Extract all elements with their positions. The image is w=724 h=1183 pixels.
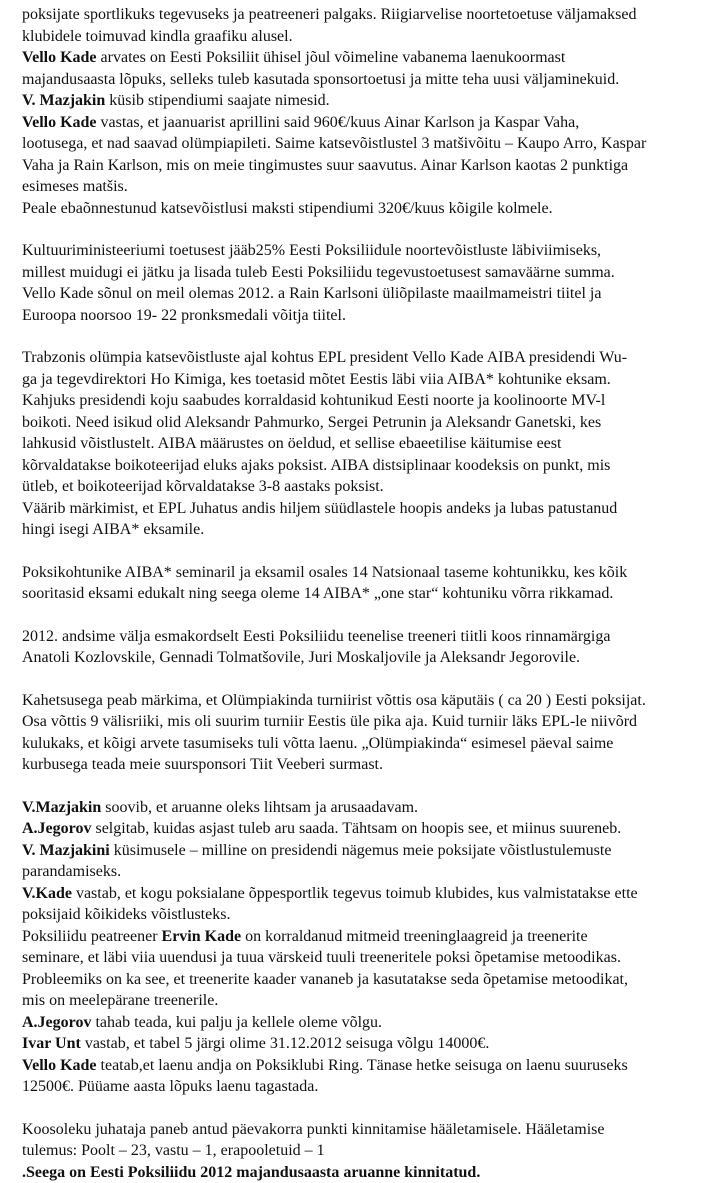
line-text: ga ja tegevdirektori Ho Kimiga, kes toetasid mõtet Eestis läbi viia AIBA* kohtunike eksam. [22, 371, 611, 388]
paragraph-spacer [22, 605, 718, 626]
line-text: millest muidugi ei jätku ja lisada tuleb Eesti Poksiliidu tegevustoetusest samaväärne summa. [22, 264, 615, 281]
text-line [22, 1055, 718, 1077]
text-line [22, 476, 718, 498]
text-line [22, 969, 718, 991]
paragraph [22, 562, 718, 605]
text-line [22, 1012, 718, 1034]
speaker-name: Vello Kade [22, 49, 97, 66]
text-line [22, 262, 718, 284]
speaker-name: V. Mazjakin [22, 92, 105, 109]
text-line [22, 390, 718, 412]
text-line [22, 1140, 718, 1162]
line-text: poksijate sportlikuks tegevuseks ja peatreeneri palgaks. Riigiarvelise noortetoetuse väljamaksed [22, 6, 636, 23]
text-line [22, 926, 718, 948]
paragraph [22, 1119, 718, 1183]
text-line [22, 797, 718, 819]
line-text: seminare, et läbi viia uuendusi ja tuua värskeid tuuli treeneritele poksi õpetamise metoodikas. [22, 949, 621, 966]
speaker-name: A.Jegorov [22, 1014, 91, 1031]
line-text: parandamiseks. [22, 863, 121, 880]
text-line [22, 1076, 718, 1098]
text-line [22, 26, 718, 48]
line-text: arvates on Eesti Poksiliit ühisel jõul võimeline vabanema laenukoormast [97, 49, 566, 66]
text-line [22, 519, 718, 541]
text-line [22, 583, 718, 605]
text-line [22, 840, 718, 862]
line-text: Kahjuks presidendi koju saabudes korraldasid kohtunikud Eesti noorte ja koolinoorte MV-l [22, 392, 605, 409]
text-line [22, 369, 718, 391]
line-text: Poksikohtunike AIBA* seminaril ja eksamil osales 14 Natsionaal taseme kohtunikku, kes kõik [22, 564, 627, 581]
paragraph-spacer [22, 541, 718, 562]
line-text: Kultuuriministeeriumi toetusest jääb25% Eesti Poksiliidule noortevõistluste läbiviimiseks, [22, 242, 601, 259]
paragraph [22, 797, 718, 1098]
line-text: vastas, et jaanuarist aprillini said 960€/kuus Ainar Karlson ja Kaspar Vaha, [97, 114, 580, 131]
line-text: küsib stipendiumi saajate nimesid. [105, 92, 329, 109]
line-text: Vaha ja Rain Karlson, mis on meie tingimustes suur saavutus. Ainar Karlson kaotas 2 punktiga [22, 157, 628, 174]
text-line [22, 861, 718, 883]
text-line [22, 198, 718, 220]
line-text: vastab, et tabel 5 järgi olime 31.12.2012 seisuga võlgu 14000€. [81, 1035, 490, 1052]
line-text: kõrvaldatakse boikoteerijad eluks ajaks poksist. AIBA distsiplinaar koodeksis on punkt, mis [22, 457, 610, 474]
document-page [22, 4, 718, 1183]
text-line [22, 112, 718, 134]
text-line [22, 626, 718, 648]
speaker-name: .Seega on Eesti Poksiliidu 2012 majandusaasta aruanne kinnitatud. [22, 1164, 480, 1181]
line-text: sooritasid eksami edukalt ning seega oleme 14 AIBA* „one star“ kohtuniku võrra rikkamad. [22, 585, 613, 602]
text-line [22, 754, 718, 776]
paragraph [22, 112, 718, 220]
paragraph [22, 626, 718, 669]
line-text: boikoti. Need isikud olid Aleksandr Pahmurko, Sergei Petrunin ja Aleksandr Ganetski, kes [22, 414, 601, 431]
line-text: Poksiliidu peatreener [22, 928, 162, 945]
line-text: Koosoleku juhataja paneb antud päevakorra punkti kinnitamise hääletamisele. Hääletamise [22, 1121, 604, 1138]
line-text: mis on meelepärane treenerile. [22, 992, 218, 1009]
line-text: tahab teada, kui palju ja kellele oleme võlgu. [91, 1014, 382, 1031]
text-line [22, 412, 718, 434]
paragraph [22, 47, 718, 90]
line-text: lahkusid võistlustelt. AIBA määrustes on öeldud, et sellise ebaeetilise käitumise eest [22, 435, 561, 452]
text-line [22, 690, 718, 712]
paragraph-spacer [22, 1098, 718, 1119]
paragraph [22, 240, 718, 326]
line-text: 2012. andsime välja esmakordselt Eesti Poksiliidu teenelise treeneri tiitli koos rinnamärgiga [22, 628, 610, 645]
speaker-name: V. Mazjakini [22, 842, 110, 859]
line-text: selgitab, kuidas asjast tuleb aru saada. Tähtsam on hoopis see, et miinus suureneb. [91, 820, 621, 837]
text-line [22, 947, 718, 969]
paragraph [22, 347, 718, 541]
line-text: majandusaasta lõpuks, selleks tuleb kasutada sponsortoetusi ja mitte teha uusi väljaminekuid. [22, 71, 619, 88]
paragraph-spacer [22, 219, 718, 240]
line-text: teatab,et laenu andja on Poksiklubi Ring. Tänase hetke seisuga on laenu suuruseks [97, 1057, 628, 1074]
speaker-name: V.Kade [22, 885, 72, 902]
line-text: poksijaid kõikideks võistlusteks. [22, 906, 230, 923]
line-text: Anatoli Kozlovskile, Gennadi Tolmatšovile, Juri Moskaljovile ja Aleksandr Jegorovile. [22, 649, 580, 666]
text-line [22, 283, 718, 305]
line-text: Probleemiks on ka see, et treenerite kaader vananeb ja kasutatakse seda õpetamise metoodikat, [22, 971, 628, 988]
line-text: Väärib märkimist, et EPL Juhatus andis hiljem süüdlastele hoopis andeks ja lubas patustanud [22, 500, 617, 517]
text-line [22, 647, 718, 669]
text-line [22, 711, 718, 733]
text-line [22, 1119, 718, 1141]
speaker-name: Vello Kade [22, 114, 97, 131]
text-line [22, 883, 718, 905]
speaker-name: Ivar Unt [22, 1035, 81, 1052]
line-text: 12500€. Püüame aasta lõpuks laenu tagastada. [22, 1078, 318, 1095]
paragraph [22, 4, 718, 47]
text-line [22, 176, 718, 198]
paragraph [22, 690, 718, 776]
text-line [22, 455, 718, 477]
text-line [22, 69, 718, 91]
paragraph-spacer [22, 669, 718, 690]
line-text: Kahetsusega peab märkima, et Olümpiakinda turniirist võttis osa käputäis ( ca 20 ) Eesti poksijat. [22, 692, 646, 709]
text-line [22, 818, 718, 840]
text-line [22, 733, 718, 755]
text-line [22, 47, 718, 69]
text-line [22, 305, 718, 327]
paragraph [22, 90, 718, 112]
speaker-name: V.Mazjakin [22, 799, 101, 816]
paragraph-spacer [22, 776, 718, 797]
line-text: Euroopa noorsoo 19- 22 pronksmedali võitja tiitel. [22, 307, 346, 324]
text-line [22, 240, 718, 262]
text-line [22, 4, 718, 26]
speaker-name: A.Jegorov [22, 820, 91, 837]
line-text: kurbusega teada meie suursponsori Tiit Veeberi surmast. [22, 756, 383, 773]
speaker-name: Ervin Kade [162, 928, 242, 945]
text-line [22, 1033, 718, 1055]
text-line [22, 990, 718, 1012]
line-text: vastab, et kogu poksialane õppesportlik tegevus toimub klubides, kus valmistatakse ette [72, 885, 638, 902]
line-text: Peale ebaõnnestunud katsevõistlusi maksti stipendiumi 320€/kuus kõigile kolmele. [22, 200, 553, 217]
text-line [22, 133, 718, 155]
paragraph-spacer [22, 326, 718, 347]
line-text: soovib, et aruanne oleks lihtsam ja arusaadavam. [101, 799, 418, 816]
text-line [22, 347, 718, 369]
line-text: Trabzonis olümpia katsevõistluste ajal kohtus EPL president Vello Kade AIBA presidendi Wu- [22, 349, 627, 366]
text-line [22, 562, 718, 584]
text-line [22, 90, 718, 112]
text-line [22, 1162, 718, 1183]
text-line [22, 904, 718, 926]
line-text: Vello Kade sõnul on meil olemas 2012. a Rain Karlsoni üliõpilaste maailmameistri tiitel ja [22, 285, 601, 302]
text-line [22, 433, 718, 455]
line-text: on korraldanud mitmeid treeninglaagreid ja treenerite [241, 928, 588, 945]
text-line [22, 155, 718, 177]
line-text: Osa võttis 9 välisriiki, mis oli suurim turniir Eestis üle pika aja. Kuid turniir läks EPL-le niivõrd [22, 713, 637, 730]
line-text: lootusega, et nad saavad olümpiapileti. Saime katsevõistlustel 3 matšivõitu – Kaupo Arro, Kaspar [22, 135, 646, 152]
line-text: esimeses matšis. [22, 178, 128, 195]
line-text: klubidele toimuvad kindla graafiku alusel. [22, 28, 293, 45]
line-text: tulemus: Poolt – 23, vastu – 1, erapooletuid – 1 [22, 1142, 325, 1159]
speaker-name: Vello Kade [22, 1057, 97, 1074]
line-text: küsimusele – milline on presidendi nägemus meie poksijate võistlustulemuste [110, 842, 612, 859]
line-text: kulukaks, et kõigi arvete tasumiseks tuli võtta laenu. „Olümpiakinda“ esimesel päeval saime [22, 735, 613, 752]
line-text: ütleb, et boikoteerijad kõrvaldatakse 3-8 aastaks poksist. [22, 478, 384, 495]
line-text: hingi isegi AIBA* eksamile. [22, 521, 204, 538]
text-line [22, 498, 718, 520]
